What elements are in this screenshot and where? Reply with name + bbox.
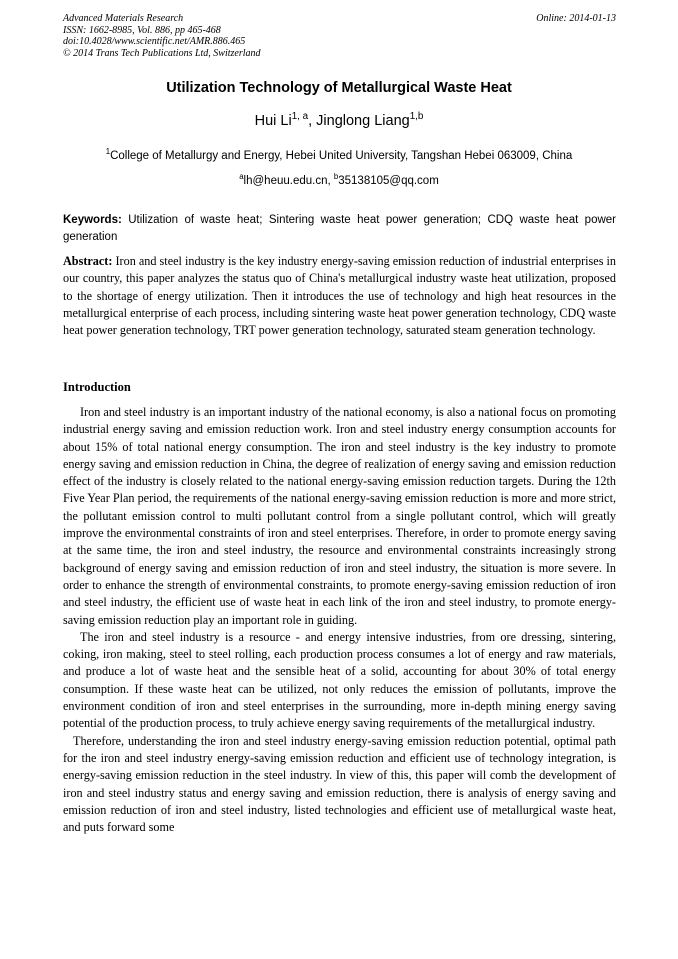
abstract-label: Abstract:	[63, 254, 113, 268]
abstract	[63, 253, 616, 339]
paragraph: The iron and steel industry is a resource - and energy intensive industries, from ore dressing, sintering, coking, iron making, steel to steel rolling, each production process consumes a lot of energy and raw materials, and produce a lot of waste heat and the sensible heat of a solid, accounting for about 30% of total energy consumption. If these waste heat can be utilized, not only reduces the emission of pollutants, improve the environment condition of iron and steel enterprises in the surrounding, more in-depth mining energy saving potential of the production process, to truly achieve energy saving requirements of the metallurgical industry.	[63, 629, 616, 731]
abstract-text: Iron and steel industry is the key industry energy-saving emission reduction of industrial enterprises in our country, this paper analyzes the status quo of China's metallurgical industry waste heat utilization, proposed to the shortage of energy utilization. Then it introduces the use of technology and high heat resources in the metallurgical enterprise of each process, including sintering waste heat power generation technology, CDQ waste heat power generation technology, TRT power generation technology, saturated steam generation technology.	[63, 254, 616, 338]
author-line	[0, 113, 678, 129]
paragraph: Iron and steel industry is an important industry of the national economy, is also a national focus on promoting industrial energy saving and emission reduction work. Iron and steel industry energy consumption accounts for about 15% of total national energy consumption. The iron and steel industry is the key industry to promote energy saving and emission reduction in China, the degree of realization of energy saving and emission reduction effect of the industry is closely related to the national energy-saving emission reduction targets. During the 12th Five Year Plan period, the requirements of the national energy-saving emission reduction is more and more strict, the pollutant emission control to multi pollutant control from a single pollutant control, which will greatly improve the environmental constraints of iron and steel enterprises. Therefore, in order to promote energy saving at the same time, the iron and steel industry, the resource and environmental constraints increasingly strong background of energy saving and emission reduction of iron and steel industry, the situation is more severe. In order to enhance the strength of environmental constraints, to promote energy-saving emission reduction of iron and steel industry, the efficient use of waste heat in each link of the iron and steel industry, to promote energy-saving emission reduction play an important role in guiding.	[63, 405, 616, 627]
section-heading: Introduction	[63, 380, 131, 394]
affiliation	[0, 147, 678, 162]
keywords-label: Keywords:	[63, 214, 122, 226]
author-name: Hui Li	[254, 113, 292, 129]
journal-copyright: © 2014 Trans Tech Publications Ltd, Switzerland	[63, 47, 261, 59]
author-name: Jinglong Liang	[316, 113, 410, 129]
paper-title: Utilization Technology of Metallurgical Waste Heat	[166, 80, 512, 96]
author-affiliation-mark: 1, a	[291, 111, 309, 123]
keywords	[63, 212, 616, 246]
online-date: Online: 2014-01-13	[536, 13, 616, 24]
email-address: lh@heuu.edu.cn,	[243, 175, 334, 187]
email-line	[0, 172, 678, 187]
paragraph: Therefore, understanding the iron and steel industry energy-saving emission reduction potential, optimal path for the iron and steel industry energy-saving emission reduction and efficient use of technology integration, is energy-saving emission reduction in the steel industry. In view of this, this paper will comb the development of iron and steel industry status and energy saving and emission reduction, there is analysis of energy saving and emission reduction of iron and steel industry, listed technologies and efficient use of metallurgical waste heat, and puts forward some	[63, 733, 616, 835]
keywords-text: Utilization of waste heat; Sintering waste heat power generation; CDQ waste heat power generation	[63, 214, 616, 243]
email-mark: a	[239, 172, 244, 182]
journal-issn: ISSN: 1662-8985, Vol. 886, pp 465-468	[63, 24, 221, 36]
author-separator: ,	[308, 113, 317, 129]
email-address: 35138105@qq.com	[338, 175, 439, 187]
journal-header	[63, 13, 616, 59]
introduction-body	[63, 404, 616, 836]
journal-name: Advanced Materials Research	[63, 13, 184, 24]
affiliation-mark: 1	[105, 147, 111, 157]
email-mark: b	[333, 172, 339, 182]
affiliation-text: College of Metallurgy and Energy, Hebei United University, Tangshan Hebei 063009, China	[110, 150, 573, 162]
author-affiliation-mark: 1,b	[409, 111, 424, 123]
journal-doi: doi:10.4028/www.scientific.net/AMR.886.465	[63, 36, 246, 47]
